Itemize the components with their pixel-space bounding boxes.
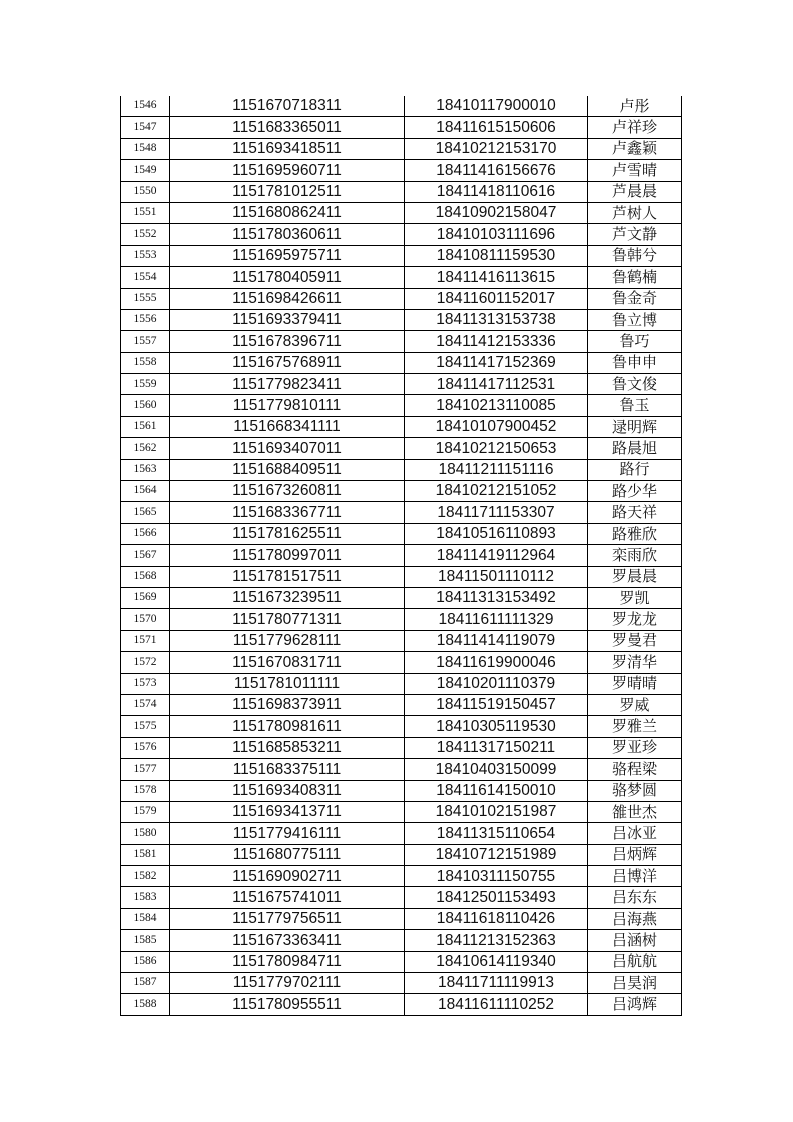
row-exam-number: 18411418110616 [405, 181, 588, 202]
row-exam-number: 18411417152369 [405, 352, 588, 373]
row-id-number: 1151678396711 [170, 331, 405, 352]
row-sequence-number: 1575 [121, 716, 170, 737]
row-sequence-number: 1577 [121, 759, 170, 780]
row-person-name: 吕博洋 [588, 866, 682, 887]
row-exam-number: 18410213110085 [405, 395, 588, 416]
table-row [121, 245, 682, 266]
row-id-number: 1151693379411 [170, 309, 405, 330]
row-person-name: 吕东东 [588, 887, 682, 908]
row-exam-number: 18411315110654 [405, 823, 588, 844]
row-id-number: 1151781517511 [170, 566, 405, 587]
row-sequence-number: 1556 [121, 309, 170, 330]
row-sequence-number: 1581 [121, 844, 170, 865]
row-person-name: 芦文静 [588, 224, 682, 245]
row-sequence-number: 1573 [121, 673, 170, 694]
row-id-number: 1151693408311 [170, 780, 405, 801]
row-person-name: 鲁玉 [588, 395, 682, 416]
row-exam-number: 18411711119913 [405, 973, 588, 994]
row-id-number: 1151680775111 [170, 844, 405, 865]
row-exam-number: 18411313153738 [405, 309, 588, 330]
row-person-name: 卢彤 [588, 96, 682, 117]
row-person-name: 卢雪晴 [588, 160, 682, 181]
row-sequence-number: 1565 [121, 502, 170, 523]
table-row [121, 374, 682, 395]
row-id-number: 1151693413711 [170, 801, 405, 822]
row-person-name: 路少华 [588, 481, 682, 502]
row-person-name: 吕昊润 [588, 973, 682, 994]
row-exam-number: 18411419112964 [405, 545, 588, 566]
row-sequence-number: 1587 [121, 973, 170, 994]
table-row [121, 481, 682, 502]
row-id-number: 1151779416111 [170, 823, 405, 844]
row-exam-number: 18411611110252 [405, 994, 588, 1015]
row-person-name: 雒世杰 [588, 801, 682, 822]
row-sequence-number: 1555 [121, 288, 170, 309]
row-sequence-number: 1570 [121, 609, 170, 630]
table-row [121, 438, 682, 459]
table-row [121, 309, 682, 330]
row-id-number: 1151683375111 [170, 759, 405, 780]
row-sequence-number: 1549 [121, 160, 170, 181]
row-person-name: 芦晨晨 [588, 181, 682, 202]
row-exam-number: 18411611111329 [405, 609, 588, 630]
table-row [121, 951, 682, 972]
row-sequence-number: 1562 [121, 438, 170, 459]
row-exam-number: 18410811159530 [405, 245, 588, 266]
row-id-number: 1151683365011 [170, 117, 405, 138]
row-id-number: 1151668341111 [170, 416, 405, 437]
table-row [121, 737, 682, 758]
row-id-number: 1151698426611 [170, 288, 405, 309]
row-sequence-number: 1558 [121, 352, 170, 373]
table-row [121, 823, 682, 844]
row-person-name: 鲁申申 [588, 352, 682, 373]
row-sequence-number: 1551 [121, 202, 170, 223]
row-exam-number: 18411313153492 [405, 587, 588, 608]
row-person-name: 罗龙龙 [588, 609, 682, 630]
row-id-number: 1151695960711 [170, 160, 405, 181]
row-id-number: 1151693407011 [170, 438, 405, 459]
table-row [121, 694, 682, 715]
table-row [121, 652, 682, 673]
table-row [121, 609, 682, 630]
table-row [121, 780, 682, 801]
table-row [121, 224, 682, 245]
row-person-name: 罗曼君 [588, 630, 682, 651]
row-exam-number: 18410516110893 [405, 523, 588, 544]
table-row [121, 459, 682, 480]
table-row [121, 866, 682, 887]
row-person-name: 栾雨欣 [588, 545, 682, 566]
table-row [121, 801, 682, 822]
table-row [121, 352, 682, 373]
row-exam-number: 18411416113615 [405, 267, 588, 288]
row-sequence-number: 1579 [121, 801, 170, 822]
table-row [121, 160, 682, 181]
row-person-name: 路天祥 [588, 502, 682, 523]
row-exam-number: 18411317150211 [405, 737, 588, 758]
row-exam-number: 18410103111696 [405, 224, 588, 245]
row-sequence-number: 1574 [121, 694, 170, 715]
row-sequence-number: 1584 [121, 908, 170, 929]
row-id-number: 1151779628111 [170, 630, 405, 651]
row-exam-number: 18411619900046 [405, 652, 588, 673]
row-sequence-number: 1563 [121, 459, 170, 480]
row-sequence-number: 1557 [121, 331, 170, 352]
row-sequence-number: 1582 [121, 866, 170, 887]
row-person-name: 卢祥珍 [588, 117, 682, 138]
table-row [121, 202, 682, 223]
row-id-number: 1151683367711 [170, 502, 405, 523]
table-row [121, 673, 682, 694]
row-sequence-number: 1571 [121, 630, 170, 651]
row-person-name: 吕涵树 [588, 930, 682, 951]
row-person-name: 吕海燕 [588, 908, 682, 929]
row-id-number: 1151779702111 [170, 973, 405, 994]
roster-table [120, 96, 682, 1016]
row-sequence-number: 1548 [121, 138, 170, 159]
row-person-name: 吕航航 [588, 951, 682, 972]
row-exam-number: 18411601152017 [405, 288, 588, 309]
table-row [121, 117, 682, 138]
row-exam-number: 18411519150457 [405, 694, 588, 715]
table-row [121, 630, 682, 651]
row-person-name: 鲁金奇 [588, 288, 682, 309]
row-id-number: 1151673363411 [170, 930, 405, 951]
row-person-name: 罗亚珍 [588, 737, 682, 758]
row-id-number: 1151673239511 [170, 587, 405, 608]
table-row [121, 331, 682, 352]
row-exam-number: 18410403150099 [405, 759, 588, 780]
row-person-name: 罗雅兰 [588, 716, 682, 737]
row-exam-number: 18411412153336 [405, 331, 588, 352]
table-row [121, 716, 682, 737]
row-person-name: 鲁文俊 [588, 374, 682, 395]
row-id-number: 1151780771311 [170, 609, 405, 630]
roster-table-body [121, 96, 682, 1015]
row-id-number: 1151780405911 [170, 267, 405, 288]
row-exam-number: 18411414119079 [405, 630, 588, 651]
row-exam-number: 18411614150010 [405, 780, 588, 801]
row-id-number: 1151670718311 [170, 96, 405, 117]
row-id-number: 1151781012511 [170, 181, 405, 202]
row-person-name: 鲁巧 [588, 331, 682, 352]
row-person-name: 芦树人 [588, 202, 682, 223]
row-sequence-number: 1580 [121, 823, 170, 844]
row-id-number: 1151685853211 [170, 737, 405, 758]
row-exam-number: 18410107900452 [405, 416, 588, 437]
table-row [121, 395, 682, 416]
row-person-name: 骆梦圆 [588, 780, 682, 801]
table-row [121, 759, 682, 780]
row-id-number: 1151673260811 [170, 481, 405, 502]
row-sequence-number: 1546 [121, 96, 170, 117]
row-id-number: 1151688409511 [170, 459, 405, 480]
row-sequence-number: 1554 [121, 267, 170, 288]
row-id-number: 1151781625511 [170, 523, 405, 544]
row-id-number: 1151698373911 [170, 694, 405, 715]
row-person-name: 卢鑫颖 [588, 138, 682, 159]
row-person-name: 路行 [588, 459, 682, 480]
row-sequence-number: 1576 [121, 737, 170, 758]
row-sequence-number: 1569 [121, 587, 170, 608]
row-sequence-number: 1547 [121, 117, 170, 138]
row-exam-number: 18411213152363 [405, 930, 588, 951]
row-id-number: 1151695975711 [170, 245, 405, 266]
row-sequence-number: 1567 [121, 545, 170, 566]
table-row [121, 96, 682, 117]
row-sequence-number: 1585 [121, 930, 170, 951]
row-exam-number: 18412501153493 [405, 887, 588, 908]
row-sequence-number: 1586 [121, 951, 170, 972]
row-exam-number: 18410305119530 [405, 716, 588, 737]
row-sequence-number: 1568 [121, 566, 170, 587]
row-exam-number: 18410212150653 [405, 438, 588, 459]
row-exam-number: 18410117900010 [405, 96, 588, 117]
row-exam-number: 18410212153170 [405, 138, 588, 159]
row-person-name: 罗威 [588, 694, 682, 715]
row-person-name: 罗晴晴 [588, 673, 682, 694]
row-person-name: 骆程梁 [588, 759, 682, 780]
table-row [121, 844, 682, 865]
row-exam-number: 18411615150606 [405, 117, 588, 138]
row-person-name: 路晨旭 [588, 438, 682, 459]
row-sequence-number: 1550 [121, 181, 170, 202]
table-row [121, 523, 682, 544]
table-row [121, 545, 682, 566]
row-sequence-number: 1561 [121, 416, 170, 437]
table-row [121, 267, 682, 288]
row-exam-number: 18411501110112 [405, 566, 588, 587]
row-person-name: 逯明辉 [588, 416, 682, 437]
table-row [121, 288, 682, 309]
row-person-name: 吕炳辉 [588, 844, 682, 865]
row-sequence-number: 1578 [121, 780, 170, 801]
row-id-number: 1151693418511 [170, 138, 405, 159]
table-row [121, 566, 682, 587]
row-sequence-number: 1552 [121, 224, 170, 245]
row-exam-number: 18410201110379 [405, 673, 588, 694]
row-id-number: 1151779823411 [170, 374, 405, 395]
row-id-number: 1151680862411 [170, 202, 405, 223]
table-row [121, 138, 682, 159]
row-id-number: 1151780997011 [170, 545, 405, 566]
row-id-number: 1151781011111 [170, 673, 405, 694]
row-person-name: 鲁韩兮 [588, 245, 682, 266]
row-id-number: 1151675768911 [170, 352, 405, 373]
table-row [121, 181, 682, 202]
table-row [121, 587, 682, 608]
row-id-number: 1151780955511 [170, 994, 405, 1015]
row-sequence-number: 1564 [121, 481, 170, 502]
row-sequence-number: 1572 [121, 652, 170, 673]
row-person-name: 罗晨晨 [588, 566, 682, 587]
row-sequence-number: 1560 [121, 395, 170, 416]
row-person-name: 鲁立博 [588, 309, 682, 330]
row-exam-number: 18410902158047 [405, 202, 588, 223]
row-person-name: 吕鸿辉 [588, 994, 682, 1015]
row-id-number: 1151780981611 [170, 716, 405, 737]
row-exam-number: 18410712151989 [405, 844, 588, 865]
row-sequence-number: 1559 [121, 374, 170, 395]
row-exam-number: 18411416156676 [405, 160, 588, 181]
row-id-number: 1151675741011 [170, 887, 405, 908]
row-exam-number: 18410212151052 [405, 481, 588, 502]
row-person-name: 路雅欣 [588, 523, 682, 544]
row-id-number: 1151779810111 [170, 395, 405, 416]
row-sequence-number: 1553 [121, 245, 170, 266]
row-id-number: 1151779756511 [170, 908, 405, 929]
row-person-name: 吕冰亚 [588, 823, 682, 844]
row-exam-number: 18411618110426 [405, 908, 588, 929]
row-exam-number: 18410614119340 [405, 951, 588, 972]
row-id-number: 1151670831711 [170, 652, 405, 673]
row-person-name: 鲁鹤楠 [588, 267, 682, 288]
row-sequence-number: 1583 [121, 887, 170, 908]
row-exam-number: 18410311150755 [405, 866, 588, 887]
table-row [121, 994, 682, 1015]
row-id-number: 1151780984711 [170, 951, 405, 972]
row-person-name: 罗凯 [588, 587, 682, 608]
table-row [121, 908, 682, 929]
row-id-number: 1151780360611 [170, 224, 405, 245]
row-sequence-number: 1588 [121, 994, 170, 1015]
table-row [121, 502, 682, 523]
row-sequence-number: 1566 [121, 523, 170, 544]
row-exam-number: 18411211151116 [405, 459, 588, 480]
table-row [121, 887, 682, 908]
row-exam-number: 18411417112531 [405, 374, 588, 395]
table-row [121, 973, 682, 994]
row-person-name: 罗清华 [588, 652, 682, 673]
table-row [121, 416, 682, 437]
row-exam-number: 18411711153307 [405, 502, 588, 523]
row-exam-number: 18410102151987 [405, 801, 588, 822]
row-id-number: 1151690902711 [170, 866, 405, 887]
table-row [121, 930, 682, 951]
